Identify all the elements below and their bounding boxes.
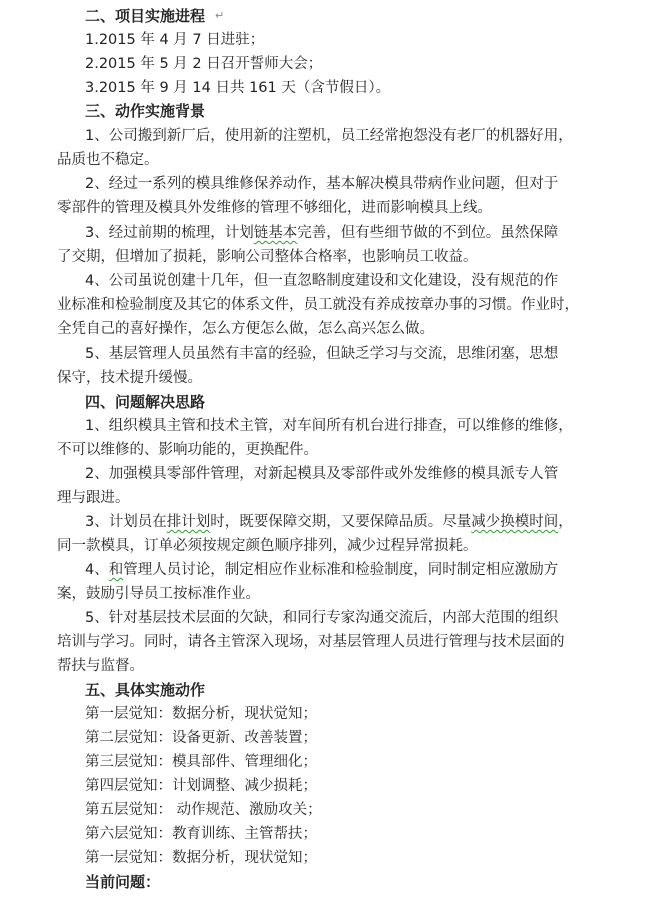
paragraph-line: 2、加强模具零部件管理，对新起模具及零部件或外发维修的模具派专人管 [85, 466, 559, 482]
paragraph-line: 4、和管理人员讨论，制定相应作业标准和检验制度，同时制定相应激励方 [85, 562, 559, 578]
section-heading-5: 五、具体实施动作 [85, 681, 206, 699]
paragraph-line: 1、公司搬到新厂后，使用新的注塑机，员工经常抱怨没有老厂的机器好用， [85, 128, 573, 144]
paragraph-line: 5、针对基层技术层面的欠缺，和同行专家沟通交流后，内部大范围的组织 [85, 610, 559, 626]
list-item: 1.2015 年 4 月 7 日进驻； [85, 32, 265, 48]
paragraph-mark: ↵ [215, 9, 225, 22]
spellcheck-word: 链基本 [253, 225, 298, 241]
paragraph-line: 全凭自己的喜好操作，怎么方便怎么做，怎么高兴怎么做。 [57, 321, 434, 337]
current-issues-heading: 当前问题： [85, 873, 161, 891]
paragraph-line: 4、公司虽说创建十几年，但一直忽略制度建设和文化建设，没有规范的作 [85, 273, 559, 289]
section-heading-4: 四、问题解决思路 [85, 393, 206, 411]
paragraph-line: 帮扶与监督。 [57, 658, 144, 674]
list-item: 第一层觉知：数据分析，现状觉知； [85, 850, 317, 866]
spellcheck-word: 减少换模时间 [471, 514, 559, 530]
paragraph-line: 2、经过一系列的模具维修保养动作，基本解决模具带病作业问题，但对于 [85, 176, 559, 192]
list-item: 第二层觉知：设备更新、改善装置； [85, 730, 317, 746]
paragraph-line: 品质也不稳定。 [57, 152, 159, 168]
paragraph-line: 3、计划员在排计划时，既要保障交期，又要保障品质。尽量减少换模时间， [85, 514, 573, 530]
spellcheck-word: 和 [108, 562, 124, 578]
list-item: 2.2015 年 5 月 2 日召开誓师大会； [85, 56, 323, 72]
list-item: 3.2015 年 9 月 14 日共 161 天（含节假日）。 [85, 80, 391, 96]
list-item: 第五层觉知： 动作规范、激励攻关； [85, 802, 322, 818]
paragraph-line: 3、经过前期的梳理，计划链基本完善，但有些细节做的不到位。虽然保障 [85, 225, 559, 241]
paragraph-line: 了交期，但增加了损耗，影响公司整体合格率，也影响员工收益。 [57, 249, 478, 265]
paragraph-line: 案，鼓励引导员工按标准作业。 [57, 586, 260, 602]
list-item: 第四层觉知：计划调整、减少损耗； [85, 778, 317, 794]
paragraph-line: 培训与学习。同时，请各主管深入现场，对基层管理人员进行管理与技术层面的 [57, 634, 565, 650]
list-item: 第六层觉知：教育训练、主管帮扶； [85, 826, 317, 842]
list-item: 第三层觉知：模具部件、管理细化； [85, 754, 317, 770]
section-heading-3: 三、动作实施背景 [85, 102, 206, 120]
paragraph-line: 1、组织模具主管和技术主管，对车间所有机台进行排查，可以维修的维修， [85, 418, 573, 434]
paragraph-line: 零部件的管理及模具外发维修的管理不够细化，进而影响模具上线。 [57, 200, 492, 216]
paragraph-line: 业标准和检验制度及其它的体系文件，员工就没有养成按章办事的习惯。作业时， [57, 297, 579, 313]
spellcheck-word: 排计划 [166, 514, 211, 530]
list-item: 第一层觉知：数据分析，现状觉知； [85, 706, 317, 722]
section-heading-2: 二、项目实施进程 ↵ [0, 4, 668, 28]
paragraph-line: 5、基层管理人员虽然有丰富的经验，但缺乏学习与交流，思维闭塞，思想 [85, 346, 559, 362]
paragraph-line: 理与跟进。 [57, 490, 130, 506]
paragraph-line: 保守，技术提升缓慢。 [57, 370, 202, 386]
paragraph-line: 同一款模具，订单必须按规定颜色顺序排列，减少过程异常损耗。 [57, 538, 478, 554]
paragraph-line: 不可以维修的、影响功能的，更换配件。 [57, 442, 318, 458]
